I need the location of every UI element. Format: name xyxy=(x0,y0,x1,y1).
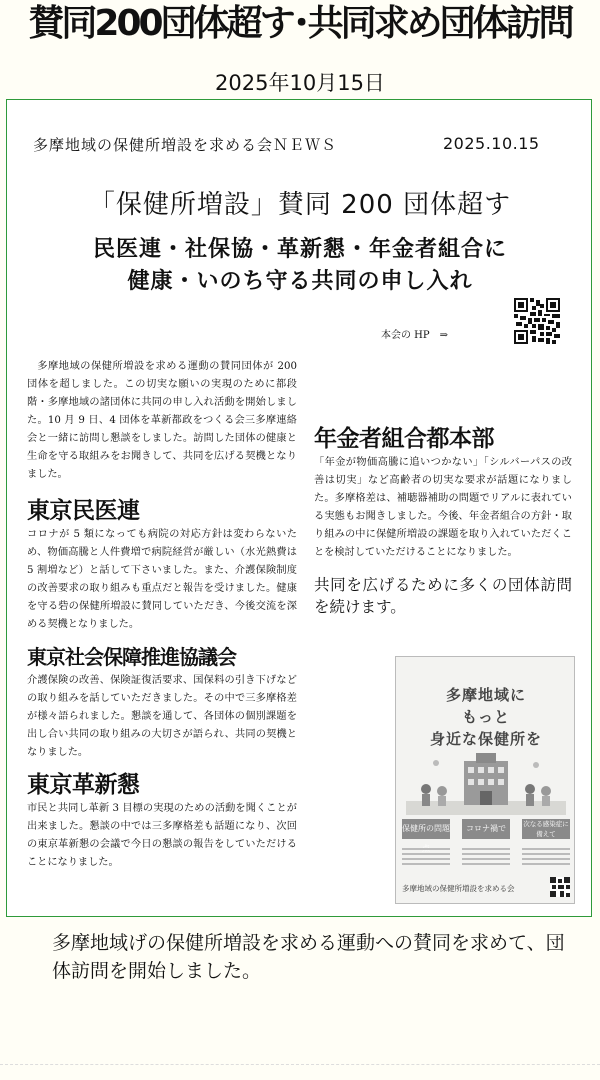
poster-button: コロナ禍で xyxy=(462,819,510,839)
divider xyxy=(0,1064,600,1066)
poster-image xyxy=(395,656,575,904)
right-column xyxy=(314,358,572,618)
poster-footer: 多摩地域の保健所増設を求める会 xyxy=(402,884,515,893)
section-heading: 東京民医連 xyxy=(27,498,140,524)
left-column xyxy=(27,358,297,872)
section-body: 市民と共同し革新 3 目標の実現のための活動を聞くことが出来ました。懇談の中では三多摩格差も話題になり、次回の東京革新懇の会議で今日の懇談の報告をしていただけることになりました。 xyxy=(27,803,297,868)
poster-text-block xyxy=(522,845,570,871)
poster-line: 多摩地域に xyxy=(445,686,526,704)
section-heading: 東京革新懇 xyxy=(27,772,140,798)
hp-label: 本会の HP ⇒ xyxy=(381,330,449,341)
poster-qr-icon xyxy=(550,877,570,897)
subtitle-line-2: 健康・いのち守る共同の申し入れ xyxy=(127,269,473,294)
section-body: 介護保険の改善、保険証復活要求、国保料の引き下げなどの取り組みを話していただきました。その中で三多摩格差が様々語られました。懇談を通して、各団体の個別課題を出し合い共同の取り組みの大切さが語られ、共同の契機となりました。 xyxy=(27,675,297,758)
subtitle-line-1: 民医連・社保協・革新懇・年金者組合に xyxy=(92,237,507,262)
newsletter-subtitle xyxy=(7,234,592,298)
section-body: コロナが 5 類になっても病院の対応方針は変わらないため、物価高騰と人件費増で病院経営が厳しい（水光熱費は 5 割増など）と話して下さいました。また、介護保険制度の改善要求の取り組みも重点だと報告を受けました。健康を守る砦の保健所増設に賛同していただき、今後交流を深める契機となりました。 xyxy=(27,529,297,630)
newsletter-image[interactable] xyxy=(6,99,592,917)
poster-text-block xyxy=(462,845,510,871)
page-headline: 賛同200団体超す･共同求め団体訪問 xyxy=(28,3,572,44)
poster-line: もっと xyxy=(461,708,510,726)
newsletter-date: 2025.10.15 xyxy=(443,134,540,153)
poster-button: 保健所の問題 xyxy=(402,819,450,839)
qr-code-icon[interactable] xyxy=(514,298,560,344)
town-illustration-icon xyxy=(406,753,566,815)
post-caption: 多摩地域げの保健所増設を求める運動への賛同を求めて、団体訪問を開始しました。 xyxy=(52,932,565,982)
poster-text-block xyxy=(402,845,450,871)
section-body: 「年金が物価高騰に追いつかない」「シルバーパスの改善は切実」など高齢者の切実な要求が話題になりました。多摩格差は、補聴器補助の問題でリアルに表れている実態もお聞きしました。今後、年金者組合の方針・取り組みの中に保健所増設の課題を取り入れていただくことを検討していただけることになりました。 xyxy=(314,457,572,558)
poster-button: 次なる感染症に備えて xyxy=(523,820,569,838)
post-date: 2025年10月15日 xyxy=(215,71,385,95)
section-heading: 年金者組合都本部 xyxy=(314,426,494,452)
newsletter-name: 多摩地域の保健所増設を求める会ＮＥＷＳ xyxy=(33,136,338,154)
closing-text: 共同を広げるために多くの団体訪問を続けます。 xyxy=(314,576,572,616)
section-heading: 東京社会保障推進協議会 xyxy=(27,645,236,669)
poster-line: 身近な保健所を xyxy=(429,730,542,748)
newsletter-title: 「保健所増設」賛同 200 団体超す xyxy=(88,190,512,220)
intro-paragraph: 多摩地域の保健所増設を求める運動の賛同団体が 200 団体を超しました。この切実な願いの実現のために都段階・多摩地域の諸団体に共同の申し入れ活動を開始しました。10 月 9 日、4 団体を革新都政をつくる会三多摩連絡会と一緒に訪問し懇談をしました。訪問した団体の健康と生命を守る取組みをお聞きして、共同を広げる契機となりました。 xyxy=(27,361,297,480)
